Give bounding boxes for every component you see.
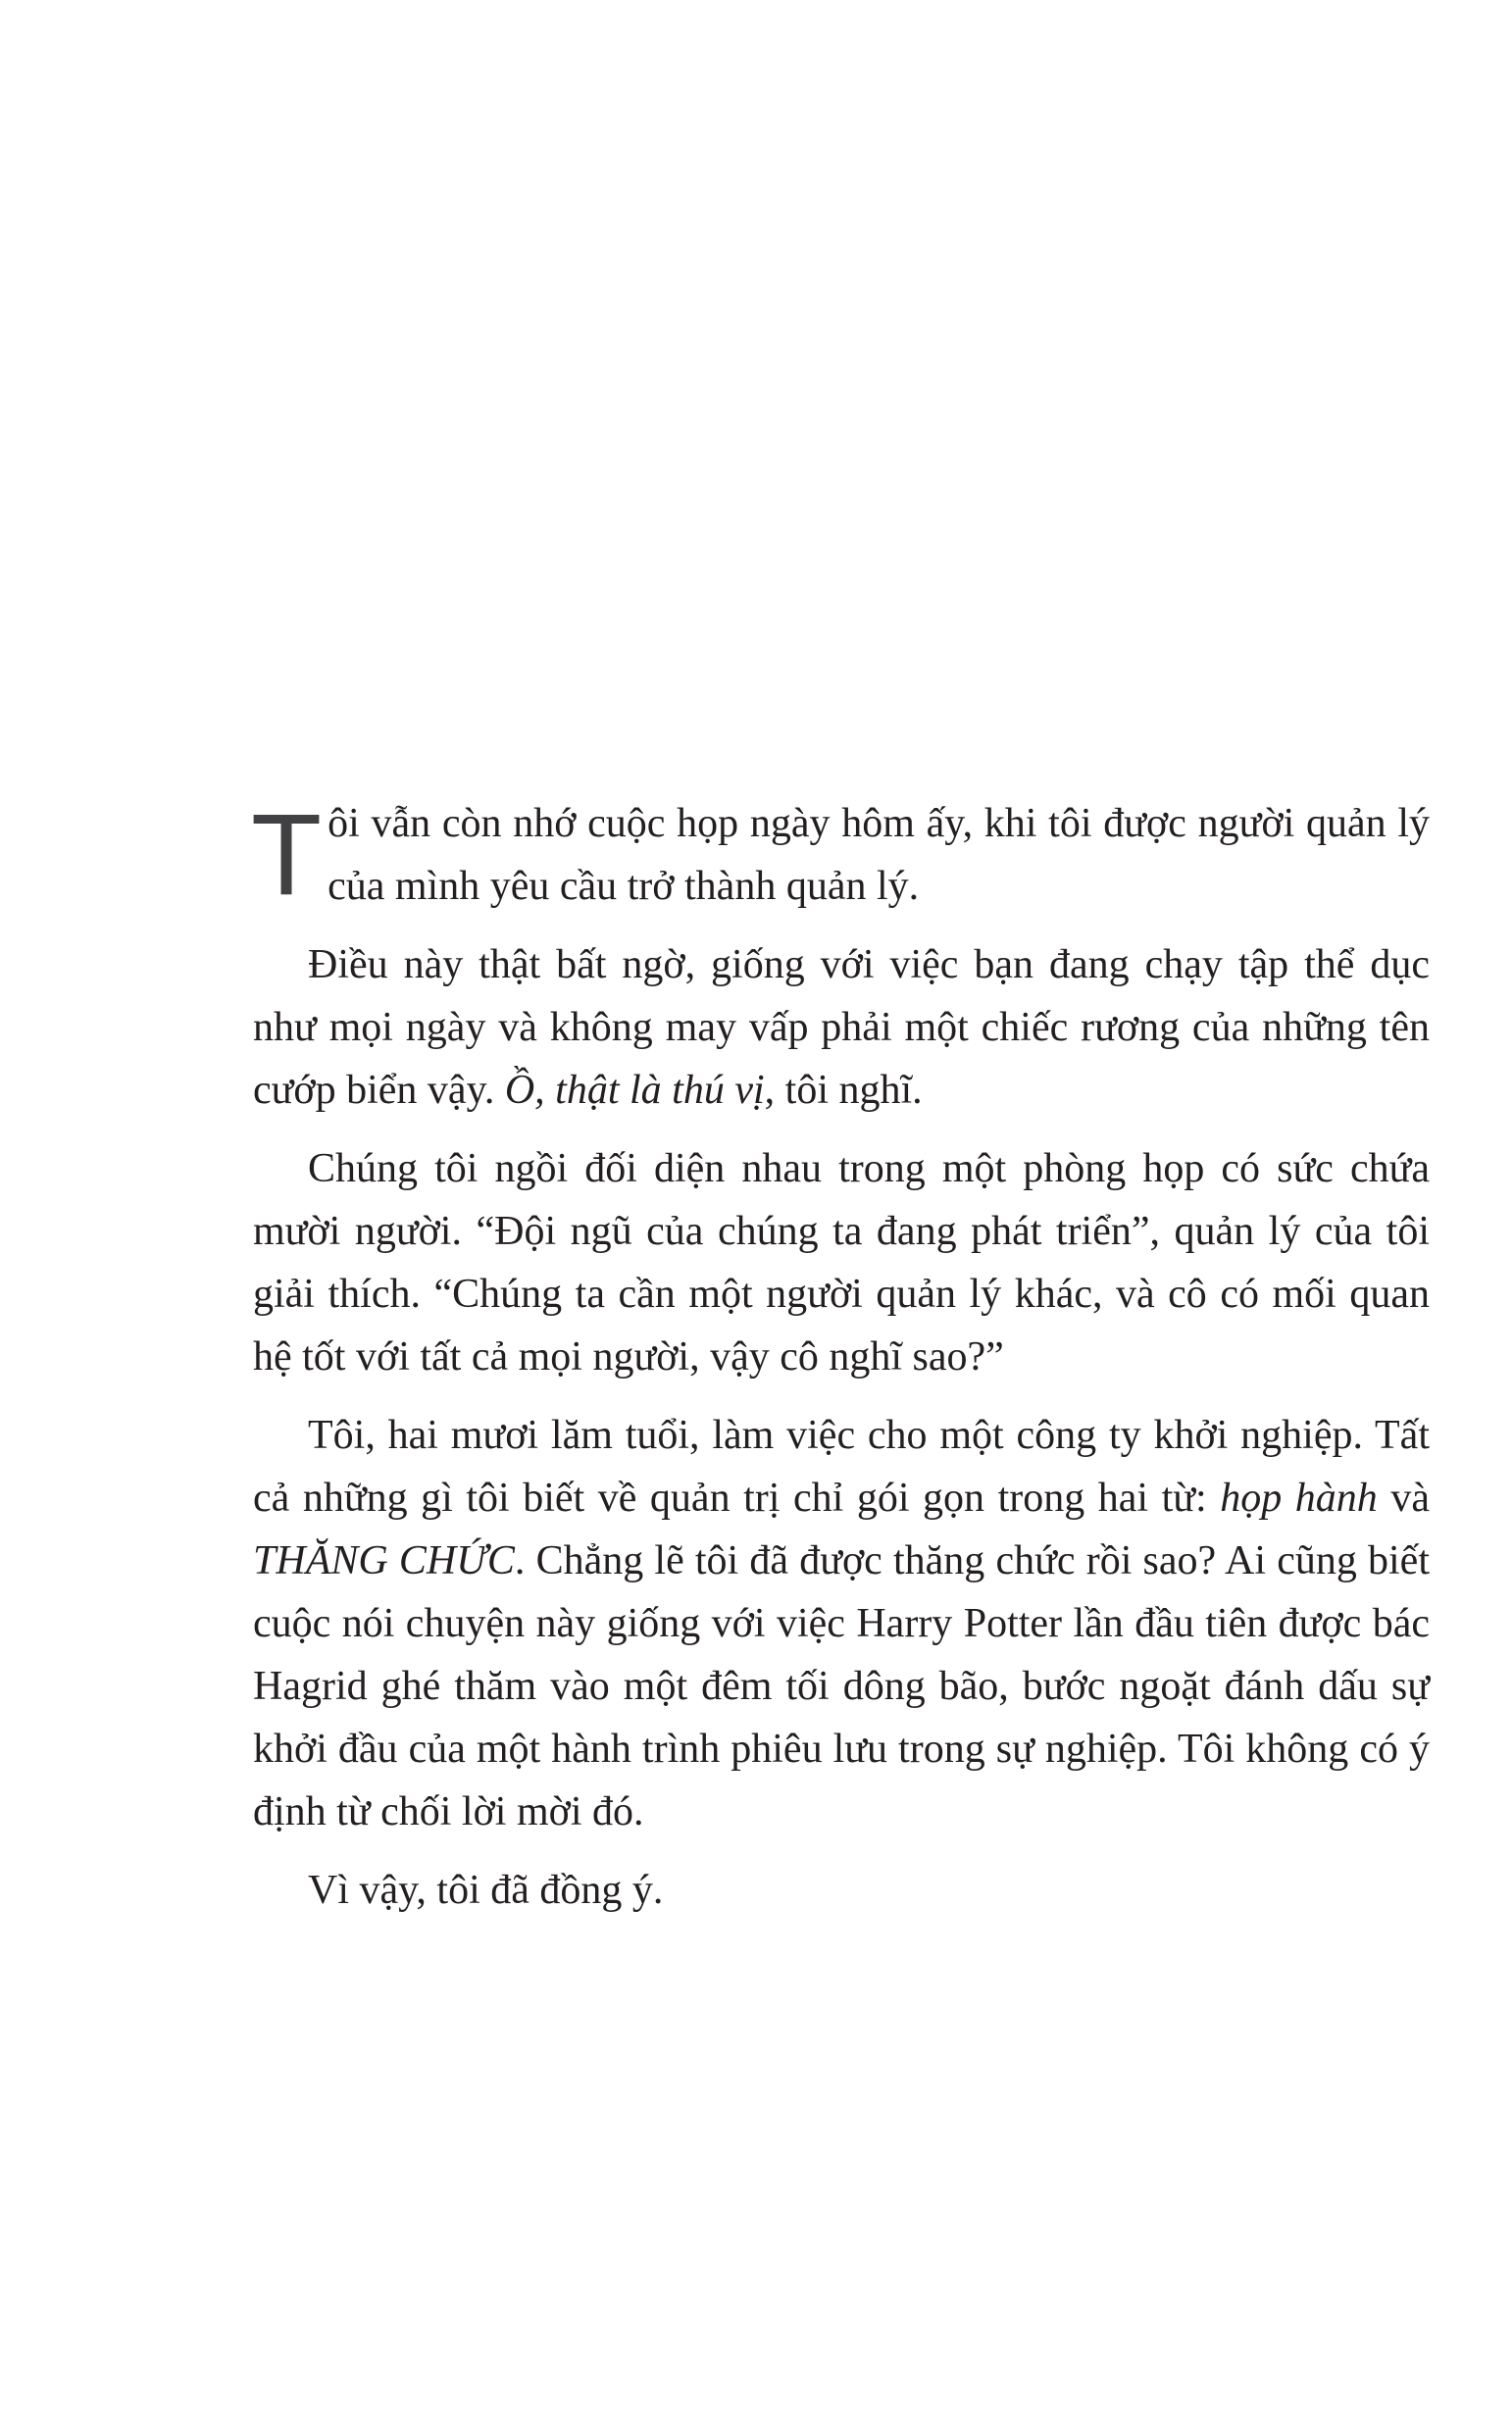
drop-cap: T — [251, 790, 323, 920]
paragraph-4-text-a: Tôi, hai mươi lăm tuổi, làm việc cho một công ty khởi nghiệp. Tất cả những gì tôi biết về quản trị chỉ gói gọn trong hai từ: — [253, 1413, 1430, 1521]
body-text — [253, 792, 1430, 1937]
paragraph-4-text-c: . Chẳng lẽ tôi đã được thăng chức rồi sao? Ai cũng biết cuộc nói chuyện này giống với việc Harry Potter lần đầu tiên được bác Hagrid ghé thăm vào một đêm tối dông bão, bước ngoặt đánh dấu sự khởi đầu của một hành trình phiêu lưu trong sự nghiệp. Tôi không có ý định từ chối lời mời đó. — [253, 1538, 1430, 1834]
paragraph-4-text-b: và — [1377, 1476, 1430, 1521]
paragraph-2 — [253, 933, 1430, 1122]
paragraph-1 — [253, 792, 1430, 918]
paragraph-3: Chúng tôi ngồi đối diện nhau trong một phòng họp có sức chứa mười người. “Đội ngũ của chúng ta đang phát triển”, quản lý của tôi giải thích. “Chúng ta cần một người quản lý khác, và cô có mối quan hệ tốt với tất cả mọi người, vậy cô nghĩ sao?” — [253, 1146, 1430, 1380]
paragraph-4 — [253, 1404, 1430, 1843]
paragraph-2-text-b: , tôi nghĩ. — [764, 1068, 923, 1113]
paragraph-2-text-a: Điều này thật bất ngờ, giống với việc bạn đang chạy tập thể dục như mọi ngày và không may vấp phải một chiếc rương của những tên cướp biển vậy. — [253, 942, 1430, 1113]
paragraph-2-italic: Ồ, thật là thú vị — [504, 1068, 765, 1113]
paragraph-5: Vì vậy, tôi đã đồng ý. — [308, 1868, 664, 1913]
paragraph-4-italic-2: THĂNG CHỨC — [253, 1538, 515, 1583]
paragraph-1-text: ôi vẫn còn nhớ cuộc họp ngày hôm ấy, khi tôi được người quản lý của mình yêu cầu trở thành quản lý. — [328, 801, 1430, 909]
paragraph-4-italic-1: họp hành — [1220, 1476, 1378, 1521]
